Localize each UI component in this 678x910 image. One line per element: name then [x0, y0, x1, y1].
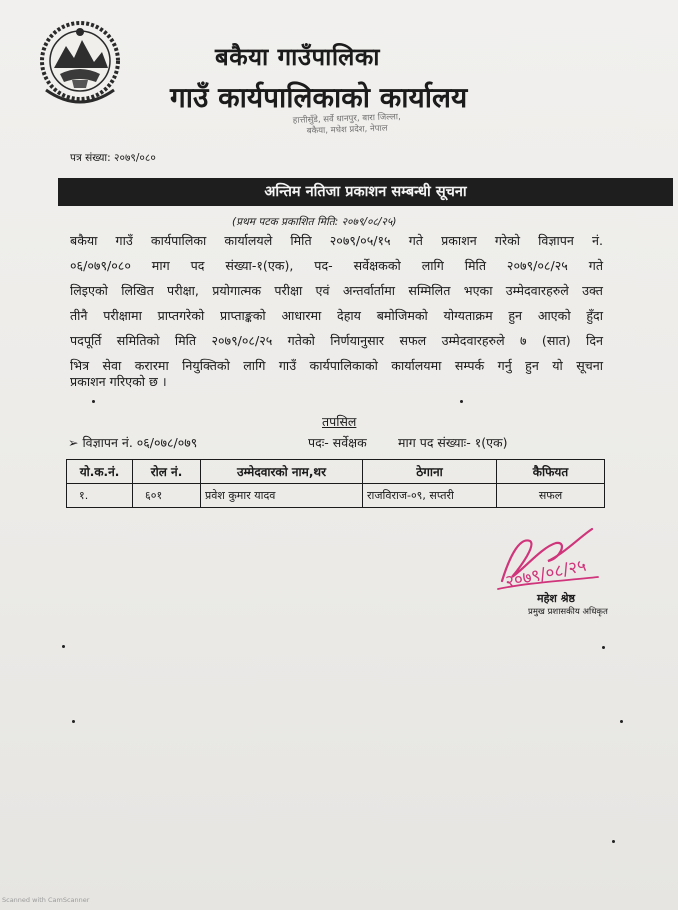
- table-cell: राजविराज-०९, सप्तरी: [363, 484, 497, 508]
- post-name: पदः- सर्वेक्षक: [308, 435, 367, 450]
- publish-date: (प्रथम पटक प्रकाशित मिति: २०७९/०८/२५): [232, 216, 397, 228]
- table-header-row: [67, 460, 605, 484]
- nepal-emblem-icon: [36, 18, 124, 104]
- body-text-line: भित्र सेवा करारमा नियुक्तिको लागि गाउँ कार्यपालिकाको कार्यालयमा सम्पर्क गर्नु हुन यो सूचना: [70, 358, 603, 373]
- column-header: यो.क.नं.: [67, 460, 133, 484]
- signature-date: २०७९/०८/२५: [503, 555, 589, 593]
- notice-heading: अन्तिम नतिजा प्रकाशन सम्बन्धी सूचना: [264, 184, 467, 200]
- column-header: उम्मेदवारको नाम,थर: [201, 460, 363, 484]
- office-address-stamp: हात्तीसुँडे, सर्वे धानपुर, बारा जिल्ला, बकैया, मधेश प्रदेश, नेपाल: [292, 112, 401, 137]
- office-title: गाउँ कार्यपालिकाको कार्यालय: [170, 81, 468, 114]
- table-row: [67, 484, 605, 508]
- scan-speck: [602, 646, 605, 649]
- scan-speck: [620, 720, 623, 723]
- table-cell: प्रवेश कुमार यादव: [201, 484, 363, 508]
- column-header: कैफियत: [497, 460, 605, 484]
- ad-number: ➢ विज्ञापन नं. ०६/०७८/०७९: [68, 435, 198, 450]
- table-cell: ६०१: [133, 484, 201, 508]
- scan-speck: [72, 720, 75, 723]
- notice-heading-bar: [58, 178, 673, 206]
- body-text-line: प्रकाशन गरिएको छ ।: [70, 374, 167, 389]
- scanner-watermark: Scanned with CamScanner: [2, 896, 90, 904]
- reference-number: पत्र संख्या: २०७९/०८०: [70, 152, 156, 164]
- body-text-line: लिइएको लिखित परीक्षा, प्रयोगात्मक परीक्षा एवं अन्तर्वार्तामा सम्मिलित भएका उम्मेदवारहरुले उक्त: [70, 283, 603, 298]
- annex-title: तपसिल: [322, 414, 357, 429]
- scan-speck: [612, 840, 615, 843]
- body-text-line: बकैया गाउँ कार्यपालिका कार्यालयले मिति २०७९/०५/१५ गते प्रकाशन गरेको विज्ञापन नं.: [70, 233, 603, 248]
- scan-speck: [92, 400, 95, 403]
- signatory-name: महेश श्रेष्ठ: [537, 592, 575, 605]
- table-cell: सफल: [497, 484, 605, 508]
- scan-speck: [460, 400, 463, 403]
- result-table: [66, 459, 605, 508]
- signatory-title: प्रमुख प्रशासकीय अधिकृत: [528, 607, 608, 617]
- column-header: ठेगाना: [363, 460, 497, 484]
- office-name: बकैया गाउँपालिका: [215, 43, 380, 71]
- body-text-line: पदपूर्ति समितिको मिति २०७९/०८/२५ गतेको निर्णयानुसार सफल उम्मेदवारहरुले ७ (सात) दिन: [70, 333, 603, 348]
- body-text-line: ०६/०७९/०८० माग पद संख्या-१(एक), पद- सर्वेक्षकको लागि मिति २०७९/०८/२५ गते: [70, 258, 603, 273]
- column-header: रोल नं.: [133, 460, 201, 484]
- table-cell: १.: [67, 484, 133, 508]
- body-text-line: तीनै परीक्षामा प्राप्तगरेको प्राप्ताङ्कको आधारमा देहाय बमोजिमको योग्यताक्रम हुन आएको हुँदा: [70, 308, 603, 323]
- scan-speck: [62, 645, 65, 648]
- demand-count: माग पद संख्याः- १(एक): [398, 435, 508, 450]
